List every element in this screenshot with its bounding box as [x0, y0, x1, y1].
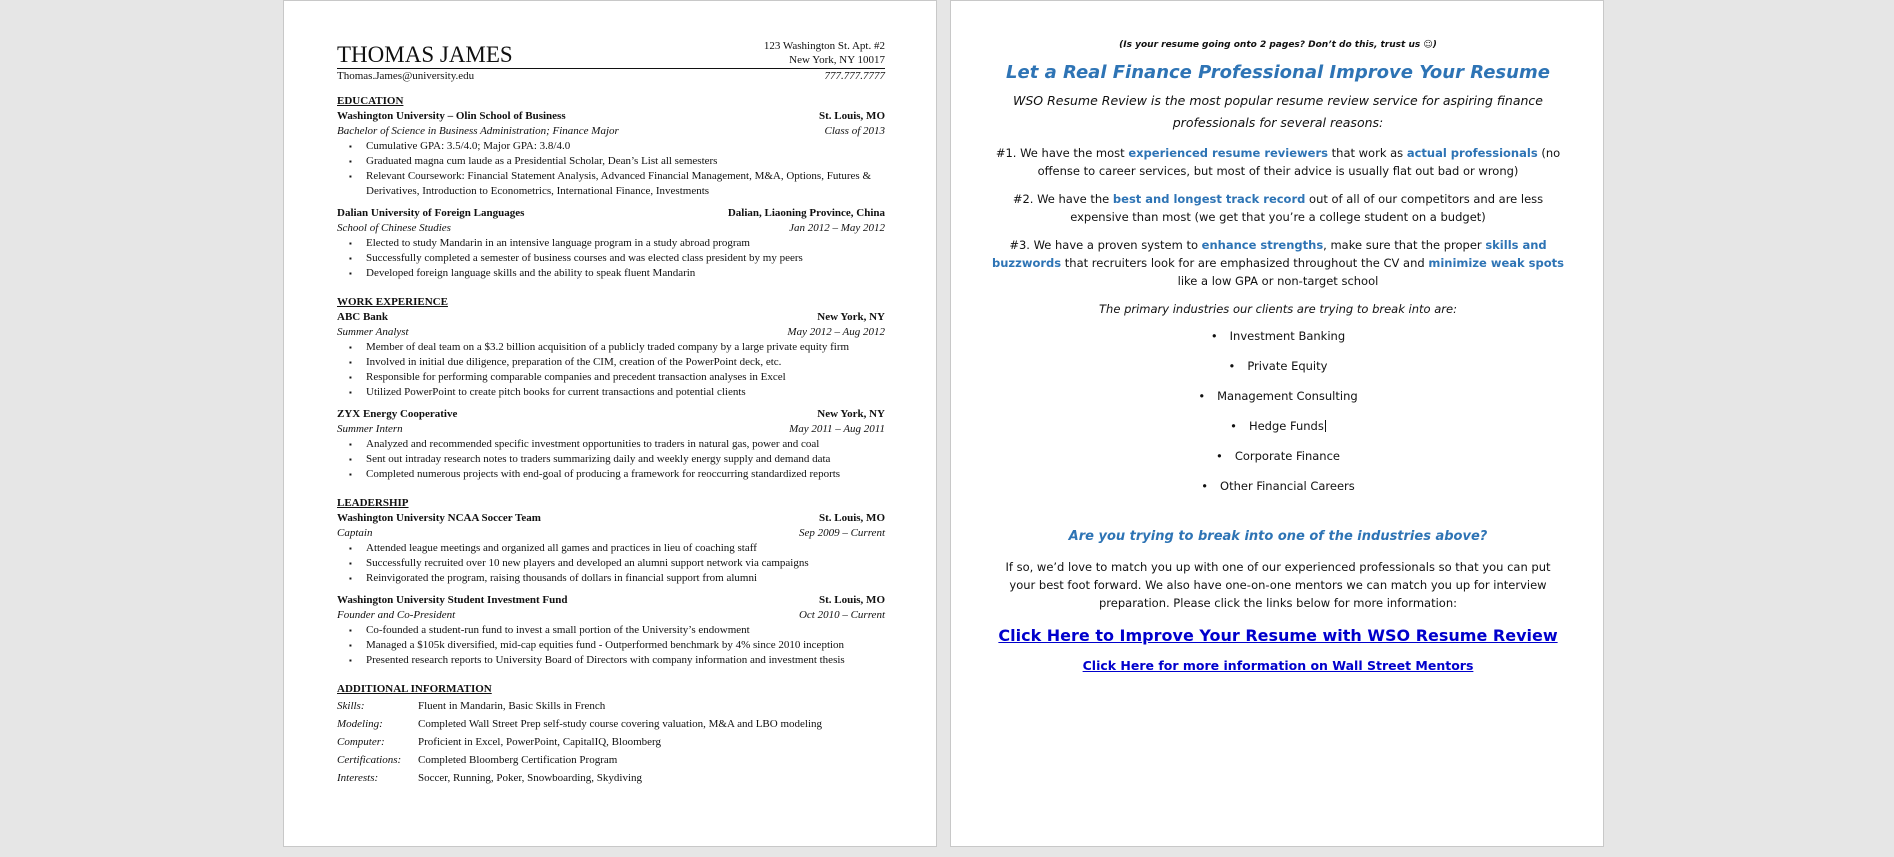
- resume-entry: [337, 407, 885, 482]
- bullet-item: ▪ Utilized PowerPoint to create pitch books for current transactions and potential clients: [349, 385, 885, 400]
- industry-label: Investment Banking: [1229, 329, 1346, 343]
- entry-dates: Jan 2012 – May 2012: [789, 222, 885, 234]
- entry-role: Bachelor of Science in Business Administration; Finance Major: [337, 125, 619, 137]
- industry-label: Management Consulting: [1217, 389, 1358, 403]
- entry-org: ZYX Energy Cooperative: [337, 408, 458, 420]
- info-key: Skills:: [337, 700, 365, 712]
- reason-2: [991, 190, 1565, 226]
- industry-item: [991, 321, 1565, 351]
- reason-text: , make sure that the proper: [1323, 238, 1486, 252]
- reason-text: that recruiters look for are emphasized throughout the CV and: [1061, 256, 1429, 270]
- info-key: Computer:: [337, 736, 385, 748]
- highlight: skills and buzzwords: [992, 238, 1547, 270]
- info-row-computer: [337, 733, 885, 751]
- resume-name: THOMAS JAMES: [337, 42, 513, 67]
- entry-location: New York, NY: [817, 408, 885, 420]
- entry-location: St. Louis, MO: [818, 594, 885, 606]
- info-value: Fluent in Mandarin, Basic Skills in French: [418, 700, 606, 712]
- section-heading-leadership: LEADERSHIP: [337, 497, 409, 509]
- promo-body: [991, 39, 1565, 675]
- mentors-link[interactable]: Click Here for more information on Wall Street Mentors: [1082, 658, 1474, 673]
- reason-text: out of all of our competitors and are less expensive than most (we get that you’re a college student on a budget): [1070, 192, 1544, 224]
- bullet-item: ▪ Responsible for performing comparable companies and precedent transaction analyses in Excel: [349, 370, 885, 385]
- resume-entry: [337, 593, 885, 668]
- reason-text: that work as: [1327, 146, 1407, 160]
- address-line-1: 123 Washington St. Apt. #2: [763, 40, 885, 52]
- resume-address: [764, 39, 885, 67]
- industries-list: [991, 321, 1565, 501]
- info-row-certifications: [337, 751, 885, 769]
- bullet-item: ▪ Presented research reports to University Board of Directors with company information and investment thesis: [349, 653, 885, 668]
- resume-entry: [337, 511, 885, 586]
- bullet-item: ▪ Involved in initial due diligence, preparation of the CIM, creation of the PowerPoint deck, etc.: [349, 355, 885, 370]
- reason-1: [991, 144, 1565, 180]
- bullet-item: ▪ Member of deal team on a $3.2 billion acquisition of a publicly traded company by a large private equity firm: [349, 340, 885, 355]
- promo-paragraph: If so, we’d love to match you up with one of our experienced professionals so that you can put your best foot forward. We also have one-on-one mentors we can match you up for interview preparation. Please click the links below for more information:: [1005, 560, 1551, 610]
- section-heading-work: WORK EXPERIENCE: [337, 296, 448, 308]
- bullet-item: ▪ Successfully completed a semester of business courses and was elected class president by my peers: [349, 251, 885, 266]
- resume-email: Thomas.James@university.edu: [337, 70, 475, 82]
- resume-page: [283, 0, 937, 847]
- address-line-2: New York, NY 10017: [789, 54, 885, 66]
- bullet-item: ▪ Elected to study Mandarin in an intensive language program in a study abroad program: [349, 236, 885, 251]
- info-key: Modeling:: [337, 718, 383, 730]
- entry-location: St. Louis, MO: [818, 512, 885, 524]
- entry-role: Founder and Co-President: [337, 609, 456, 621]
- entry-org: Washington University NCAA Soccer Team: [337, 512, 541, 524]
- bullet-item: ▪ Reinvigorated the program, raising thousands of dollars in financial support from alumni: [349, 571, 885, 586]
- bullet-item: ▪ Successfully recruited over 10 new players and developed an alumni support network via campaigns: [349, 556, 885, 571]
- resume-body: [337, 39, 885, 787]
- bullet-item: ▪ Attended league meetings and organized all games and practices in lieu of coaching staff: [349, 541, 885, 556]
- industry-label: Private Equity: [1247, 359, 1328, 373]
- bullet-item: ▪ Graduated magna cum laude as a Presidential Scholar, Dean’s List all semesters: [349, 154, 885, 169]
- bullet-item: ▪ Managed a $105k diversified, mid-cap equities fund - Outperformed benchmark by 4% since 2010 inception: [349, 638, 885, 653]
- resume-header: [337, 39, 885, 69]
- bullet-item: ▪ Relevant Coursework: Financial Statement Analysis, Advanced Financial Management, M&A, Options, Futures & Derivatives, Introduction to Econometrics, International Finance, Investments: [349, 169, 885, 199]
- industry-item: [991, 411, 1565, 441]
- bullet-item: ▪ Completed numerous projects with end-goal of producing a framework for reoccurring standardized reports: [349, 467, 885, 482]
- reason-text: (no offense to career services, but most of their advice is usually flat out bad or wrong): [1037, 146, 1561, 178]
- reason-3: [991, 236, 1565, 290]
- promo-question: Are you trying to break into one of the industries above?: [1068, 529, 1488, 544]
- entry-org: Washington University – Olin School of Business: [337, 110, 566, 122]
- info-value: Proficient in Excel, PowerPoint, CapitalIQ, Bloomberg: [418, 736, 661, 748]
- entry-dates: Class of 2013: [824, 125, 885, 137]
- info-row-interests: [337, 769, 885, 787]
- reason-text: #2. We have the: [1012, 192, 1113, 206]
- bullet-item: ▪ Cumulative GPA: 3.5/4.0; Major GPA: 3.8/4.0: [349, 139, 885, 154]
- info-row-modeling: [337, 715, 885, 733]
- promo-title: Let a Real Finance Professional Improve Your Resume: [1006, 62, 1550, 83]
- entry-org: ABC Bank: [337, 311, 389, 323]
- reason-text: like a low GPA or non-target school: [1177, 274, 1379, 288]
- industry-item: [991, 351, 1565, 381]
- industry-label: Other Financial Careers: [1220, 479, 1355, 493]
- bullet-item: ▪ Sent out intraday research notes to traders summarizing daily and weekly energy supply and demand data: [349, 452, 885, 467]
- info-key: Interests:: [337, 772, 379, 784]
- industry-item: [991, 381, 1565, 411]
- entry-dates: Sep 2009 – Current: [798, 527, 885, 539]
- section-heading-additional: ADDITIONAL INFORMATION: [337, 683, 492, 695]
- info-value: Completed Bloomberg Certification Program: [418, 754, 618, 766]
- industry-label: Hedge Funds: [1248, 419, 1324, 433]
- resume-entry: [337, 109, 885, 199]
- highlight: enhance strengths: [1201, 238, 1324, 252]
- entry-dates: Oct 2010 – Current: [798, 609, 885, 621]
- resume-contact: [337, 69, 885, 84]
- highlight: best and longest track record: [1112, 192, 1306, 206]
- industries-intro: The primary industries our clients are trying to break into are:: [1099, 302, 1457, 316]
- entry-dates: May 2011 – Aug 2011: [789, 423, 885, 435]
- resume-entry: [337, 206, 885, 281]
- two-page-note: (Is your resume going onto 2 pages? Don’t do this, trust us ☺): [1119, 40, 1437, 50]
- info-value: Completed Wall Street Prep self-study course covering valuation, M&A and LBO modeling: [418, 718, 823, 730]
- industry-item: [991, 441, 1565, 471]
- bullet-item: ▪ Analyzed and recommended specific investment opportunities to traders in natural gas, power and coal: [349, 437, 885, 452]
- reason-text: #1. We have the most: [995, 146, 1129, 160]
- highlight: minimize weak spots: [1428, 256, 1564, 270]
- highlight: experienced resume reviewers: [1128, 146, 1328, 160]
- info-key: Certifications:: [337, 754, 402, 766]
- industry-label: Corporate Finance: [1234, 449, 1340, 463]
- resume-review-link[interactable]: Click Here to Improve Your Resume with WSO Resume Review: [998, 626, 1558, 645]
- entry-location: Dalian, Liaoning Province, China: [727, 207, 885, 219]
- bullet-item: ▪ Developed foreign language skills and the ability to speak fluent Mandarin: [349, 266, 885, 281]
- bullet-item: ▪ Co-founded a student-run fund to invest a small portion of the University’s endowment: [349, 623, 885, 638]
- highlight: actual professionals: [1406, 146, 1538, 160]
- industry-item: [991, 471, 1565, 501]
- text-cursor: [1325, 420, 1326, 432]
- info-row-skills: [337, 697, 885, 715]
- promo-intro: WSO Resume Review is the most popular resume review service for aspiring finance professionals for several reasons:: [1013, 93, 1543, 130]
- info-value: Soccer, Running, Poker, Snowboarding, Skydiving: [418, 772, 642, 784]
- entry-org: Dalian University of Foreign Languages: [337, 207, 525, 219]
- resume-entry: [337, 310, 885, 400]
- entry-role: Captain: [337, 527, 373, 539]
- resume-phone: 777.777.7777: [824, 70, 885, 82]
- entry-role: School of Chinese Studies: [337, 222, 451, 234]
- section-heading-education: EDUCATION: [337, 95, 404, 107]
- entry-location: New York, NY: [817, 311, 885, 323]
- entry-role: Summer Intern: [337, 423, 403, 435]
- entry-role: Summer Analyst: [337, 326, 409, 338]
- entry-location: St. Louis, MO: [818, 110, 885, 122]
- entry-dates: May 2012 – Aug 2012: [787, 326, 885, 338]
- promo-page: [950, 0, 1604, 847]
- entry-org: Washington University Student Investment Fund: [337, 594, 568, 606]
- reason-text: #3. We have a proven system to: [1009, 238, 1202, 252]
